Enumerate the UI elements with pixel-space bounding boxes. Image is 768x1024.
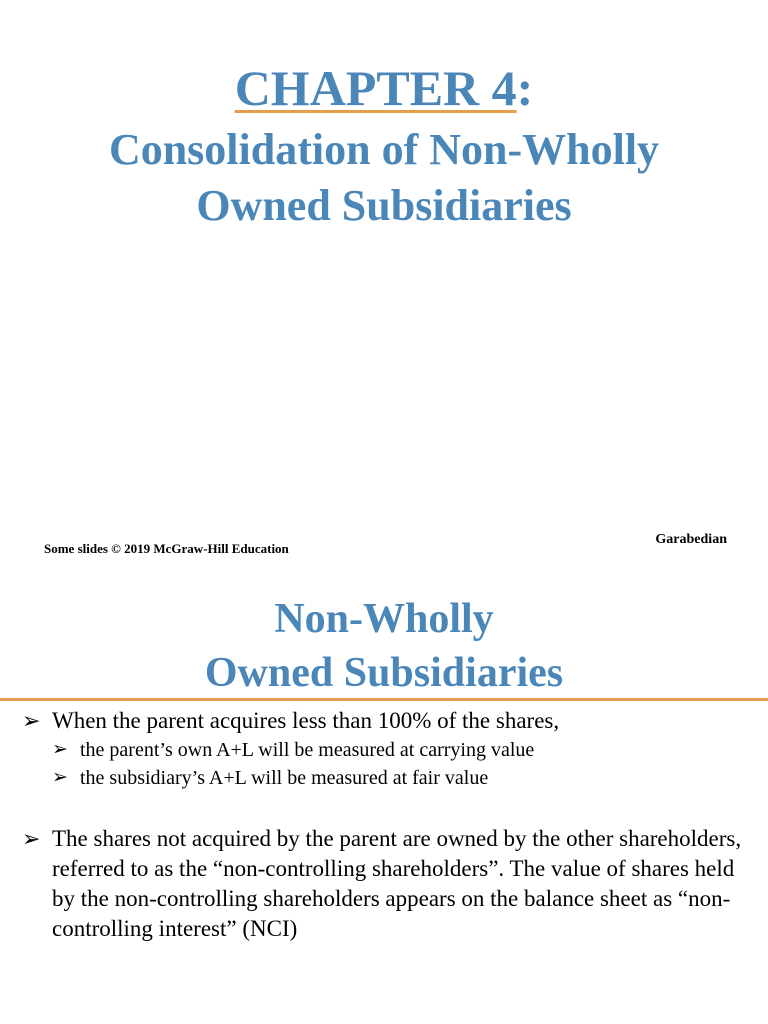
chapter-subtitle	[40, 122, 728, 234]
content-slide	[0, 576, 768, 1024]
author-name: Garabedian	[655, 532, 727, 547]
arrowhead-bullet-icon: ➢	[22, 708, 41, 733]
slide-title-line1: Non-Wholly	[274, 596, 494, 642]
arrowhead-bullet-icon: ➢	[22, 826, 41, 851]
spacer	[22, 792, 752, 824]
chapter-colon: :	[516, 60, 534, 116]
sub-bullet-item	[52, 736, 752, 764]
arrowhead-bullet-icon: ➢	[52, 767, 68, 788]
chapter-subtitle-line2: Owned Subsidiaries	[196, 181, 572, 230]
slide-title	[0, 592, 768, 700]
bullet-text: When the parent acquires less than 100% of the shares,	[52, 708, 560, 733]
chapter-subtitle-line1: Consolidation of Non-Wholly	[108, 125, 660, 174]
sub-bullet-text: the subsidiary’s A+L will be measured at fair value	[80, 767, 489, 789]
sub-bullet-item	[52, 764, 752, 792]
title-divider	[0, 698, 768, 701]
bullet-item	[22, 706, 752, 736]
copyright-notice: Some slides © 2019 McGraw-Hill Education	[44, 541, 289, 556]
bullet-item	[22, 824, 752, 944]
sub-bullet-list	[22, 736, 752, 792]
bullet-text: The shares not acquired by the parent are owned by the other shareholders, referred to as the “non-controlling shareholders”. The value of shares held by the non-controlling shareholders appears on the balance sheet as “non-controlling interest” (NCI)	[52, 826, 742, 941]
arrowhead-bullet-icon: ➢	[52, 739, 68, 760]
slide-title-line2: Owned Subsidiaries	[204, 650, 564, 696]
chapter-heading	[0, 60, 768, 116]
bullet-list	[22, 706, 752, 944]
sub-bullet-text: the parent’s own A+L will be measured at carrying value	[80, 739, 535, 761]
chapter-label: CHAPTER 4	[234, 60, 517, 116]
